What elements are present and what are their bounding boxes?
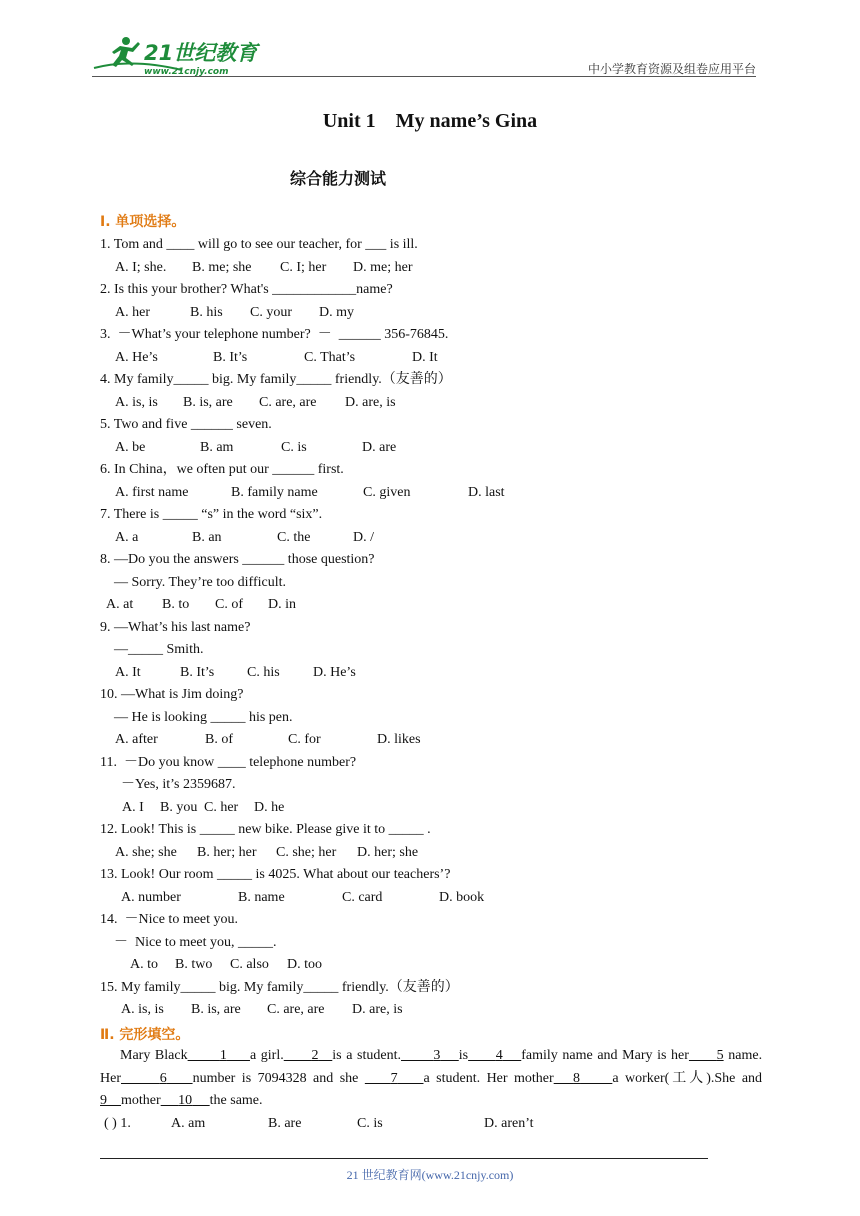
option: C. are, are	[267, 1002, 325, 1017]
logo-text: 21世纪教育	[144, 41, 258, 65]
platform-name: 中小学教育资源及组卷应用平台	[587, 62, 756, 76]
page-footer: 21 世纪教育网(www.21cnjy.com)	[346, 1168, 514, 1182]
cloze-text: Mary Black	[120, 1048, 188, 1063]
option: C. is	[281, 439, 307, 455]
option: A. her	[115, 304, 150, 320]
question-stem: 1. Tom and ____ will go to see our teacher, for ___ is ill.	[100, 237, 418, 252]
option: A. I; she.	[115, 259, 167, 275]
option: D. are	[362, 439, 397, 455]
question-number: ( ) 1.	[104, 1116, 131, 1131]
option: B. two	[175, 957, 213, 972]
question-response: — Sorry. They’re too difficult.	[100, 574, 286, 590]
page-header	[92, 32, 756, 78]
cloze-text: number is 7094328 and she	[192, 1070, 365, 1086]
question-response: －Yes, it’s 2359687.	[100, 777, 236, 792]
cloze-blank: 7	[390, 1070, 398, 1086]
page-title	[0, 110, 860, 133]
option: B. It’s	[180, 664, 215, 680]
option: A. be	[115, 439, 146, 455]
option: B. name	[238, 889, 285, 905]
option: B. her; her	[197, 844, 257, 860]
option: B. am	[200, 439, 234, 455]
question-stem: 2. Is this your brother? What's ____________name?	[100, 282, 393, 297]
unit-name: My name’s Gina	[395, 110, 538, 132]
cloze-text: the same.	[209, 1093, 263, 1108]
cloze-text: a student. Her mother	[423, 1070, 554, 1086]
option: C. are, are	[259, 394, 317, 410]
option: C. of	[215, 597, 243, 612]
option: C. given	[363, 484, 411, 500]
option: C. her	[204, 799, 239, 815]
option: C. also	[230, 957, 269, 972]
option: C. That’s	[304, 349, 356, 365]
cloze-blank: 6	[159, 1070, 167, 1086]
logo-url: www.21cnjy.com	[144, 67, 229, 77]
option: D. aren’t	[484, 1116, 534, 1131]
option: A. is, is	[115, 394, 158, 410]
option: D. It	[412, 349, 438, 365]
option: B. is, are	[191, 1002, 241, 1017]
option: D. her; she	[357, 844, 419, 860]
option: B. is, are	[183, 394, 233, 410]
option: A. number	[121, 889, 181, 905]
question-stem: 3. －What’s your telephone number? － ______ 356-76845.	[100, 327, 449, 342]
option: D. /	[353, 529, 374, 545]
option: D. too	[287, 957, 322, 972]
option: A. is, is	[121, 1002, 164, 1017]
cloze-text: family name and Mary is her	[521, 1048, 689, 1063]
option: C. she; her	[276, 844, 337, 860]
option: C. the	[277, 529, 311, 545]
option: A. He’s	[115, 349, 158, 365]
cloze-blank: 3	[433, 1048, 441, 1063]
cloze-text: is	[458, 1048, 469, 1063]
unit-label: Unit 1	[322, 110, 376, 132]
question-stem: 12. Look! This is _____ new bike. Please give it to _____ .	[100, 822, 431, 837]
question-stem: 11. －Do you know ____ telephone number?	[100, 754, 357, 770]
option: C. his	[247, 664, 280, 680]
cloze-text: is a student.	[332, 1048, 402, 1063]
option: B. an	[192, 529, 222, 545]
logo	[92, 34, 262, 78]
question-response: —_____ Smith.	[100, 642, 204, 657]
option: D. he	[254, 799, 285, 815]
cloze-text: name. Her	[100, 1048, 763, 1086]
cloze-text: mother	[121, 1093, 161, 1108]
option: D. in	[268, 597, 296, 612]
cloze-blank: 1	[219, 1048, 227, 1063]
question-stem: 15. My family_____ big. My family_____ friendly.（友善的）	[100, 979, 459, 995]
question-stem: 10. —What is Jim doing?	[100, 687, 244, 702]
option: C. is	[357, 1116, 383, 1131]
option: C. card	[342, 889, 383, 905]
option: A. at	[106, 597, 134, 612]
option: B. It’s	[213, 349, 248, 365]
question-response: — He is looking _____ his pen.	[100, 709, 293, 725]
option: A. It	[115, 664, 141, 680]
option: D. me; her	[353, 259, 413, 275]
question-stem: 7. There is _____ “s” in the word “six”.	[100, 507, 323, 522]
cloze-blank: 4	[495, 1048, 503, 1063]
option: D. my	[319, 304, 354, 320]
option: D. likes	[377, 732, 421, 747]
footer-divider	[100, 1158, 708, 1159]
option: D. are, is	[345, 394, 396, 410]
cloze-passage	[100, 1045, 762, 1113]
option: B. to	[162, 597, 190, 612]
cloze-text: a worker(工人).She and	[612, 1070, 763, 1086]
question-stem: 13. Look! Our room _____ is 4025. What about our teachers’?	[100, 867, 451, 882]
option: B. me; she	[192, 259, 252, 275]
option: C. your	[250, 304, 292, 320]
cloze-text: a girl.	[249, 1048, 284, 1063]
cloze-blank: 5	[716, 1048, 724, 1063]
option: A. I	[122, 799, 144, 815]
cloze-blank: 8	[573, 1070, 581, 1086]
option: B. you	[160, 799, 198, 815]
option: A. first name	[115, 484, 189, 500]
option: A. am	[171, 1116, 206, 1131]
option: B. are	[268, 1116, 302, 1131]
question-stem: 6. In China，we often put our ______ first.	[100, 462, 344, 477]
section-heading-choice: I. 单项选择。	[100, 214, 186, 230]
question-stem: 5. Two and five ______ seven.	[100, 417, 272, 432]
question-stem: 4. My family_____ big. My family_____ friendly.（友善的）	[100, 372, 452, 387]
option: A. to	[130, 957, 158, 972]
option: D. He’s	[313, 664, 356, 680]
option: B. family name	[231, 484, 318, 500]
header-divider	[92, 76, 756, 77]
option: D. book	[439, 889, 485, 905]
option: A. she; she	[115, 844, 177, 860]
question-stem: 9. —What’s his last name?	[100, 619, 251, 635]
option: C. I; her	[280, 259, 327, 275]
option: B. of	[205, 732, 233, 747]
page-subtitle: 综合能力测试	[290, 169, 387, 188]
section-heading-cloze: Ⅱ. 完形填空。	[100, 1027, 190, 1043]
question-stem: 14. －Nice to meet you.	[100, 912, 239, 927]
cloze-blank: 2	[311, 1048, 319, 1063]
cloze-blank: 9	[100, 1093, 107, 1108]
question-response: － Nice to meet you, _____.	[100, 934, 277, 950]
option: D. last	[468, 484, 505, 500]
option: A. a	[115, 529, 139, 545]
option: B. his	[190, 304, 223, 320]
cloze-blank: 10	[178, 1093, 193, 1108]
option: A. after	[115, 732, 158, 747]
question-stem: 8. —Do you the answers ______ those question?	[100, 552, 375, 567]
option: C. for	[288, 732, 321, 747]
option: D. are, is	[352, 1002, 403, 1017]
